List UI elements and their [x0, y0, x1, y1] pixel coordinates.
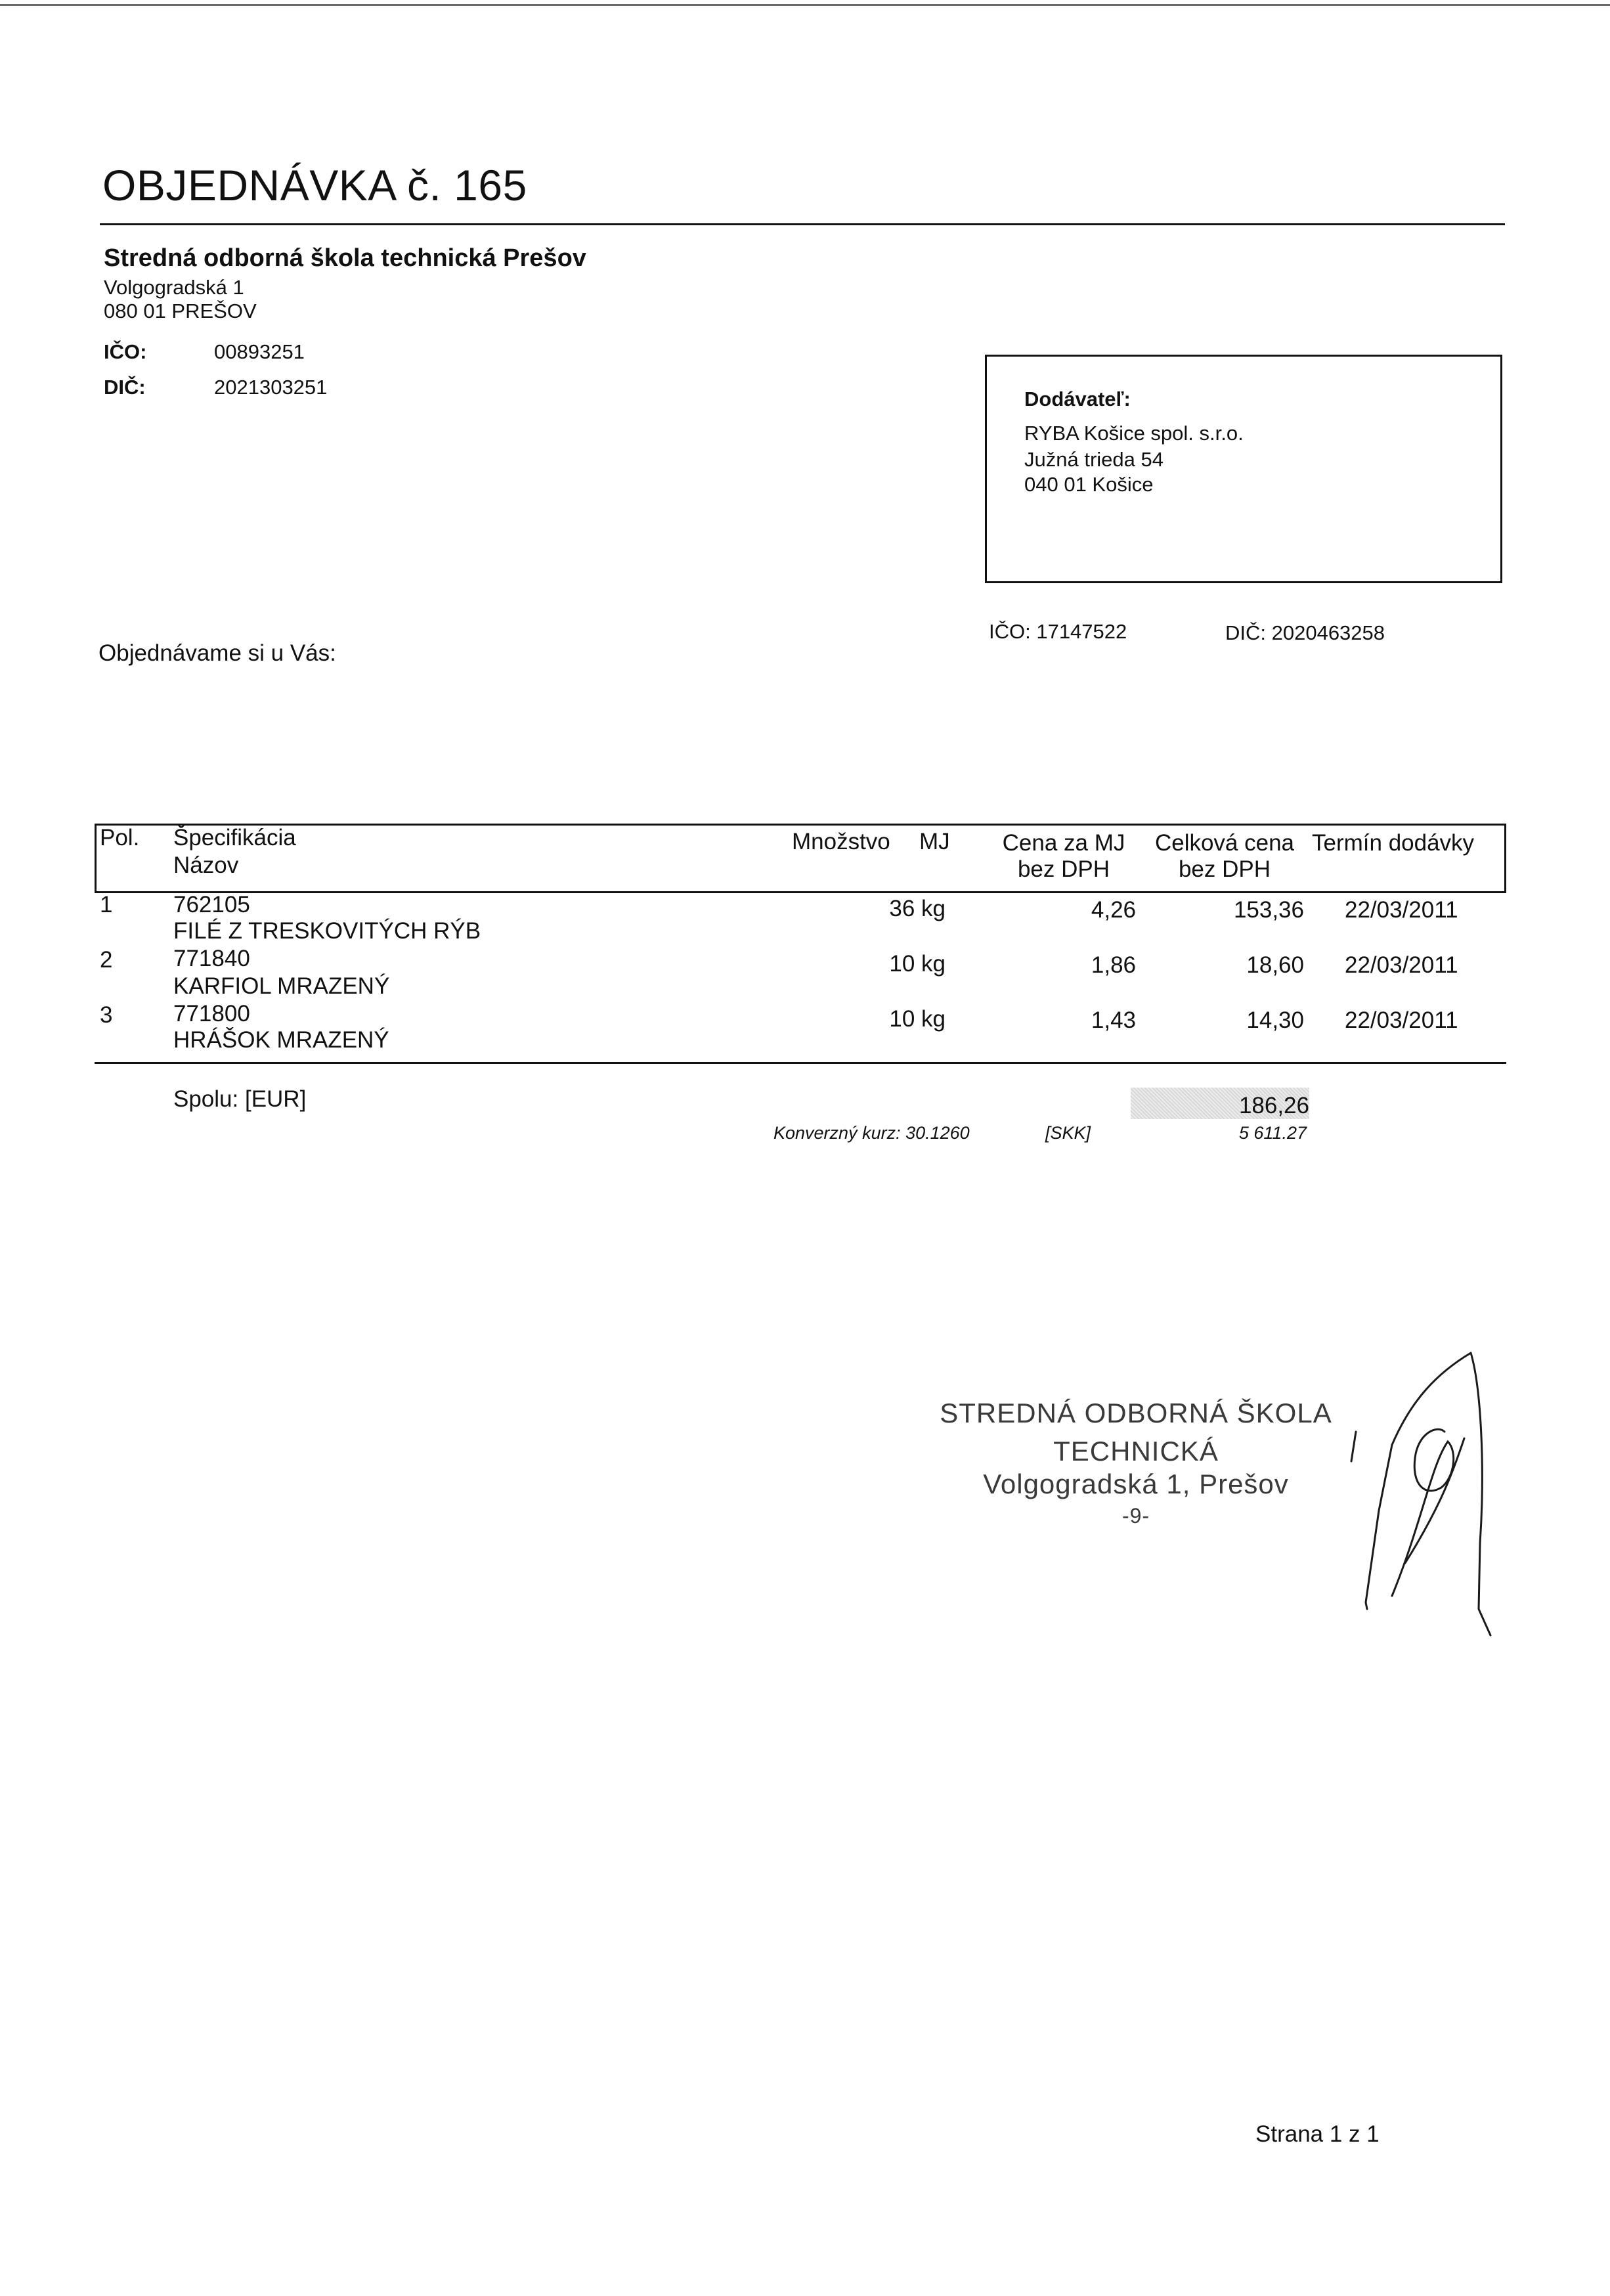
total-label: Spolu: [EUR]	[173, 1086, 307, 1112]
table-row-2-total: 18,60	[1246, 952, 1304, 978]
header-price-line1: Cena za MJ	[1002, 830, 1125, 856]
order-intro: Objednávame si u Vás:	[98, 640, 336, 666]
table-row-1-code: 762105	[173, 892, 250, 917]
table-row-1-date: 22/03/2011	[1345, 897, 1458, 923]
stamp-line-1: STREDNÁ ODBORNÁ ŠKOLA	[940, 1398, 1332, 1428]
page-number: Strana 1 z 1	[1255, 2121, 1380, 2147]
total-eur: 186,26	[1238, 1093, 1309, 1118]
top-scan-line	[0, 4, 1610, 6]
header-spec: Špecifikácia	[173, 825, 296, 850]
header-price-line2: bez DPH	[1017, 856, 1110, 882]
table-row-1-name: FILÉ Z TRESKOVITÝCH RÝB	[173, 918, 481, 944]
table-row-2-qty: 10 kg	[889, 951, 946, 977]
stamp-line-2: TECHNICKÁ	[1053, 1436, 1219, 1467]
signature-image	[1339, 1346, 1497, 1655]
header-total-line1: Celková cena	[1154, 830, 1295, 856]
header-delivery: Termín dodávky	[1312, 830, 1475, 856]
table-row-3-name: HRÁŠOK MRAZENÝ	[173, 1027, 389, 1053]
table-row-1-price: 4,26	[1091, 897, 1136, 923]
skk-label: [SKK]	[1045, 1123, 1091, 1143]
table-row-3-pol: 3	[100, 1002, 113, 1028]
header-unit: MJ	[919, 829, 950, 854]
title-divider	[100, 223, 1505, 225]
buyer-name: Stredná odborná škola technická Prešov	[104, 244, 586, 272]
header-total-line2: bez DPH	[1178, 856, 1271, 882]
document-title: OBJEDNÁVKA č. 165	[102, 161, 527, 210]
table-row-3-qty: 10 kg	[889, 1006, 946, 1032]
table-row-2-date: 22/03/2011	[1345, 952, 1458, 978]
buyer-city: 080 01 PREŠOV	[104, 299, 257, 322]
header-qty: Množstvo	[792, 829, 890, 854]
buyer-ico-label: IČO:	[104, 340, 147, 363]
table-row-3-code: 771800	[173, 1001, 250, 1027]
table-row-3-price: 1,43	[1091, 1007, 1136, 1033]
supplier-city: 040 01 Košice	[1024, 473, 1154, 496]
buyer-ico-value: 00893251	[214, 340, 305, 363]
stamp-line-4: -9-	[1121, 1504, 1150, 1528]
table-row-2-code: 771840	[173, 946, 250, 971]
supplier-dic: DIČ: 2020463258	[1225, 621, 1385, 644]
supplier-name: RYBA Košice spol. s.r.o.	[1024, 422, 1244, 445]
table-row-3-total: 14,30	[1246, 1007, 1304, 1033]
buyer-street: Volgogradská 1	[104, 276, 244, 299]
supplier-ico: IČO: 17147522	[989, 620, 1127, 643]
supplier-street: Južná trieda 54	[1024, 448, 1164, 471]
conversion-rate: Konverzný kurz: 30.1260	[773, 1123, 970, 1143]
table-row-1-total: 153,36	[1233, 897, 1304, 923]
stamp-line-3: Volgogradská 1, Prešov	[983, 1468, 1289, 1499]
supplier-heading: Dodávateľ:	[1024, 387, 1131, 410]
table-bottom-rule	[95, 1062, 1506, 1064]
table-row-1-pol: 1	[100, 892, 113, 917]
buyer-dic-value: 2021303251	[214, 376, 328, 399]
table-row-2-price: 1,86	[1091, 952, 1136, 978]
total-skk: 5 611.27	[1238, 1123, 1307, 1143]
table-row-2-pol: 2	[100, 947, 113, 973]
table-row-1-qty: 36 kg	[889, 896, 946, 921]
buyer-dic-label: DIČ:	[104, 376, 146, 399]
table-row-3-date: 22/03/2011	[1345, 1007, 1458, 1033]
header-pol: Pol.	[100, 825, 140, 850]
header-name: Názov	[173, 852, 239, 878]
table-row-2-name: KARFIOL MRAZENÝ	[173, 973, 390, 999]
